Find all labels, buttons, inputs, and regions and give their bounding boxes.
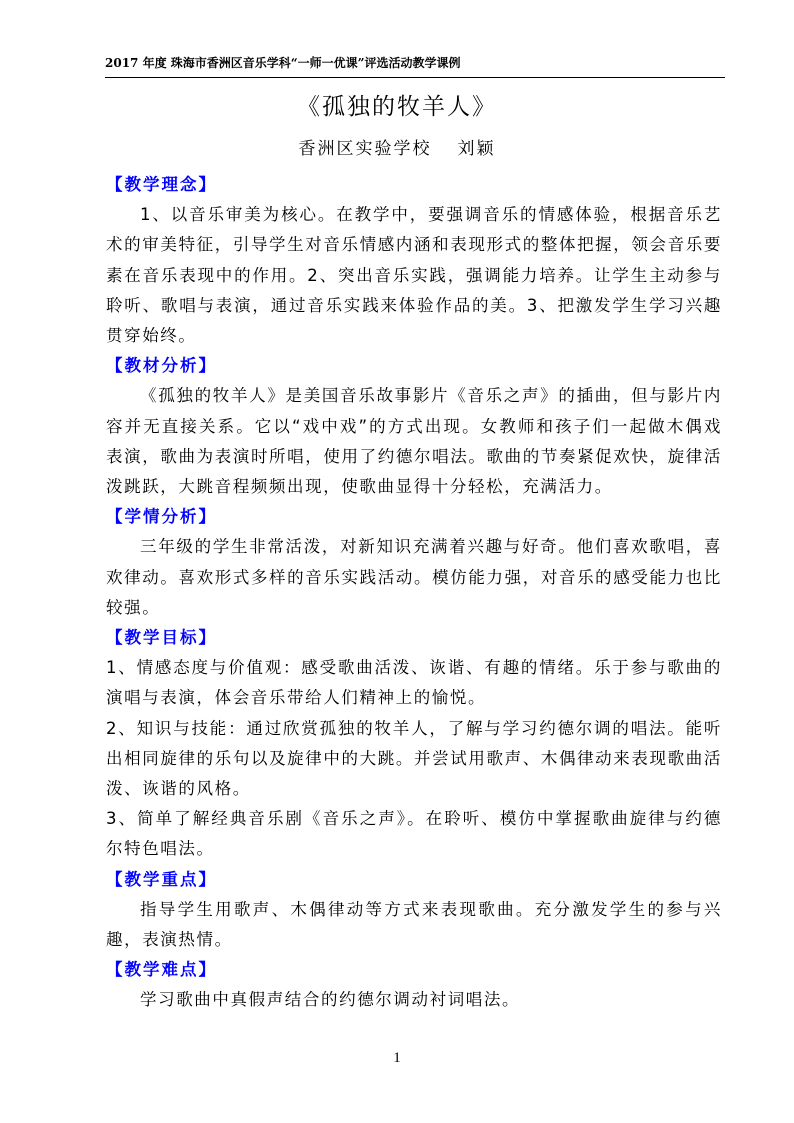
section-material-analysis [106, 351, 722, 502]
section-paragraph: 《孤独的牧羊人》是美国音乐故事影片《音乐之声》的插曲，但与影片内容并无直接关系。它以“戏中戏”的方式出现。女教师和孩子们一起做木偶戏表演，歌曲为表演时所唱，使用了约德尔唱法。歌曲的节奏紧促欢快，旋律活泼跳跃，大跳音程频频出现，使歌曲显得十分轻松，充满活力。 [106, 386, 722, 496]
section-paragraph: 学习歌曲中真假声结合的约德尔调动衬词唱法。 [140, 990, 521, 1010]
section-paragraph: 三年级的学生非常活泼，对新知识充满着兴趣与好奇。他们喜欢歌唱，喜欢律动。喜欢形式多样的音乐实践活动。模仿能力强，对音乐的感受能力也比较强。 [106, 537, 722, 617]
document-header: 2017 年度 珠海市香洲区音乐学科“一师一优课”评选活动教学课例 [105, 56, 461, 70]
header-divider [105, 77, 725, 78]
section-paragraph: 1、以音乐审美为核心。在教学中，要强调音乐的情感体验，根据音乐艺术的审美特征，引导学生对音乐情感内涵和表现形式的整体把握，领会音乐要素在音乐表现中的作用。2、突出音乐实践，强调能力培养。让学生主动参与聆听、歌唱与表演，通过音乐实践来体验作品的美。3、把激发学生学习兴趣贯穿始终。 [106, 205, 722, 345]
section-teaching-objectives [106, 623, 722, 865]
page-number: 1 [393, 1050, 401, 1066]
section-heading: 【教学难点】 [106, 960, 217, 980]
section-paragraph: 1、情感态度与价值观：感受歌曲活泼、诙谐、有趣的情绪。乐于参与歌曲的演唱与表演，体会音乐带给人们精神上的愉悦。 [106, 658, 722, 708]
byline [0, 134, 794, 159]
section-student-analysis [106, 502, 722, 623]
section-paragraph: 指导学生用歌声、木偶律动等方式来表现歌曲。充分激发学生的参与兴趣，表演热情。 [106, 899, 722, 949]
document-title: 《孤独的牧羊人》 [297, 94, 497, 120]
section-heading: 【学情分析】 [106, 507, 217, 527]
school-name: 香洲区实验学校 [298, 139, 432, 159]
section-paragraph: 2、知识与技能：通过欣赏孤独的牧羊人，了解与学习约德尔调的唱法。能听出相同旋律的乐句以及旋律中的大跳。并尝试用歌声、木偶律动来表现歌曲活泼、诙谐的风格。 [106, 718, 722, 798]
section-heading: 【教材分析】 [106, 356, 217, 376]
section-heading: 【教学目标】 [106, 628, 217, 647]
section-teaching-difficulty [106, 955, 722, 1015]
section-heading: 【教学重点】 [106, 869, 217, 889]
document-body [106, 170, 722, 1016]
author-name: 刘颖 [457, 139, 496, 159]
section-heading: 【教学理念】 [106, 175, 217, 194]
section-teaching-philosophy [106, 170, 722, 351]
section-paragraph: 3、简单了解经典音乐剧《音乐之声》。在聆听、模仿中掌握歌曲旋律与约德尔特色唱法。 [106, 809, 722, 859]
section-teaching-focus [106, 865, 722, 956]
